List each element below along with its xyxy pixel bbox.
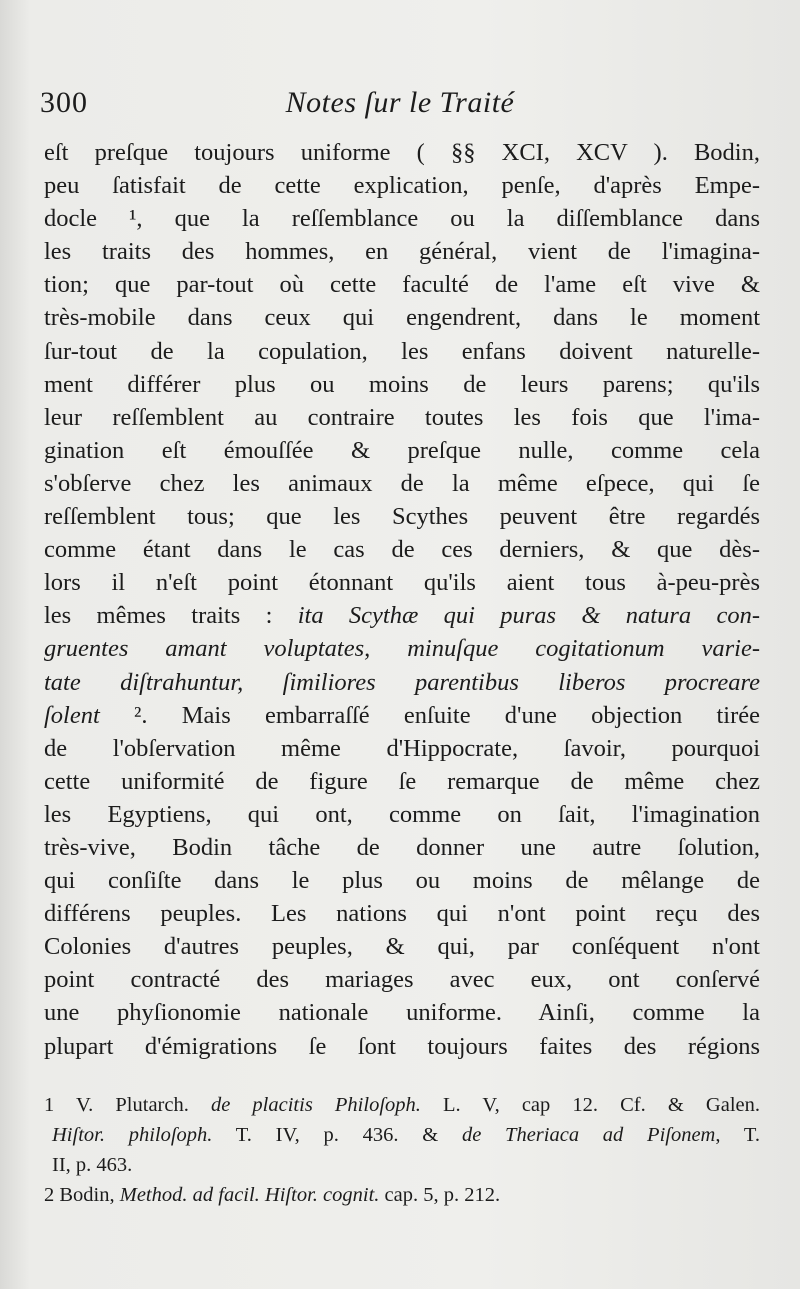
page-header xyxy=(40,86,760,132)
running-title: Notes ſur le Traité xyxy=(285,86,515,119)
text-line: eſt preſque toujours uniforme ( §§ XCI, XCV ). Bodin, xyxy=(44,139,760,166)
text-line: docle ¹, que la reſſemblance ou la diſſemblance dans xyxy=(44,205,760,233)
footnote-1: 1 V. Plutarch. de placitis Philoſoph. L. V, cap 12. Cf. & Galen. xyxy=(44,1094,760,1116)
footnote-1-continued: II, p. 463. xyxy=(52,1154,133,1176)
text-line: les Egyptiens, qui ont, comme on ſait, l'imagination xyxy=(44,800,760,828)
text-line: s'obſerve chez les animaux de la même eſpece, qui ſe xyxy=(44,469,760,497)
footnote-2: 2 Bodin, Method. ad facil. Hiſtor. cognit. cap. 5, p. 212. xyxy=(44,1184,501,1206)
latin-quote: tate diſtrahuntur, ſimiliores parentibus liberos procreare xyxy=(44,668,760,696)
text-line: une phyſionomie nationale uniforme. Ainſi, comme la xyxy=(44,999,760,1027)
latin-quote: ſolent xyxy=(44,701,100,729)
latin-quote: ita Scythæ qui puras & natura con- xyxy=(297,602,760,630)
text-line: reſſemblent tous; que les Scythes peuvent être regardés xyxy=(44,503,760,531)
text-line: comme étant dans le cas de ces derniers, & que dès- xyxy=(44,536,760,564)
text-line: ſur-tout de la copulation, les enfans doivent naturelle- xyxy=(44,337,760,365)
text-line: peu ſatisfait de cette explication, penſe, d'après Empe- xyxy=(44,172,760,200)
text-line: très-mobile dans ceux qui engendrent, dans le moment xyxy=(44,304,760,332)
text-line: plupart d'émigrations ſe ſont toujours faites des régions xyxy=(44,1032,760,1060)
text-line: Colonies d'autres peuples, & qui, par conſéquent n'ont xyxy=(44,933,760,961)
text-line: ment différer plus ou moins de leurs parens; qu'ils xyxy=(44,370,760,398)
text-line: de l'obſervation même d'Hippocrate, ſavoir, pourquoi xyxy=(44,734,760,762)
text-line: tion; que par-tout où cette faculté de l'ame eſt vive & xyxy=(44,271,760,299)
text-line: point contracté des mariages avec eux, ont conſervé xyxy=(44,966,760,994)
text-line: les traits des hommes, en général, vient de l'imagina- xyxy=(44,238,760,266)
footnotes xyxy=(44,1090,760,1210)
text-line: gination eſt émouſſée & preſque nulle, comme cela xyxy=(44,436,760,464)
text-line: différens peuples. Les nations qui n'ont point reçu des xyxy=(44,900,760,928)
page-number: 300 xyxy=(40,86,88,119)
text-line: qui conſiſte dans le plus ou moins de mêlange de xyxy=(44,867,760,895)
text-line: lors il n'eſt point étonnant qu'ils aient tous à-peu-près xyxy=(44,569,760,597)
text-line xyxy=(44,632,760,665)
body-text xyxy=(44,136,760,1063)
text-line: leur reſſemblent au contraire toutes les fois que l'ima- xyxy=(44,403,760,431)
footnote-1-continued: Hiſtor. philoſoph. T. IV, p. 436. & de Theriaca ad Piſonem, T. xyxy=(52,1124,760,1146)
text-line: très-vive, Bodin tâche de donner une autre ſolution, xyxy=(44,833,760,861)
text-line: cette uniformité de figure ſe remarque de même chez xyxy=(44,767,760,795)
text-line: les mêmes traits : ita Scythæ qui puras & natura con- xyxy=(44,602,760,630)
text-line xyxy=(44,666,760,699)
latin-quote: gruentes amant voluptates, minuſque cogitationum varie- xyxy=(44,635,760,663)
text-line: ſolent ². Mais embarraſſé enſuite d'une objection tirée xyxy=(44,701,760,729)
